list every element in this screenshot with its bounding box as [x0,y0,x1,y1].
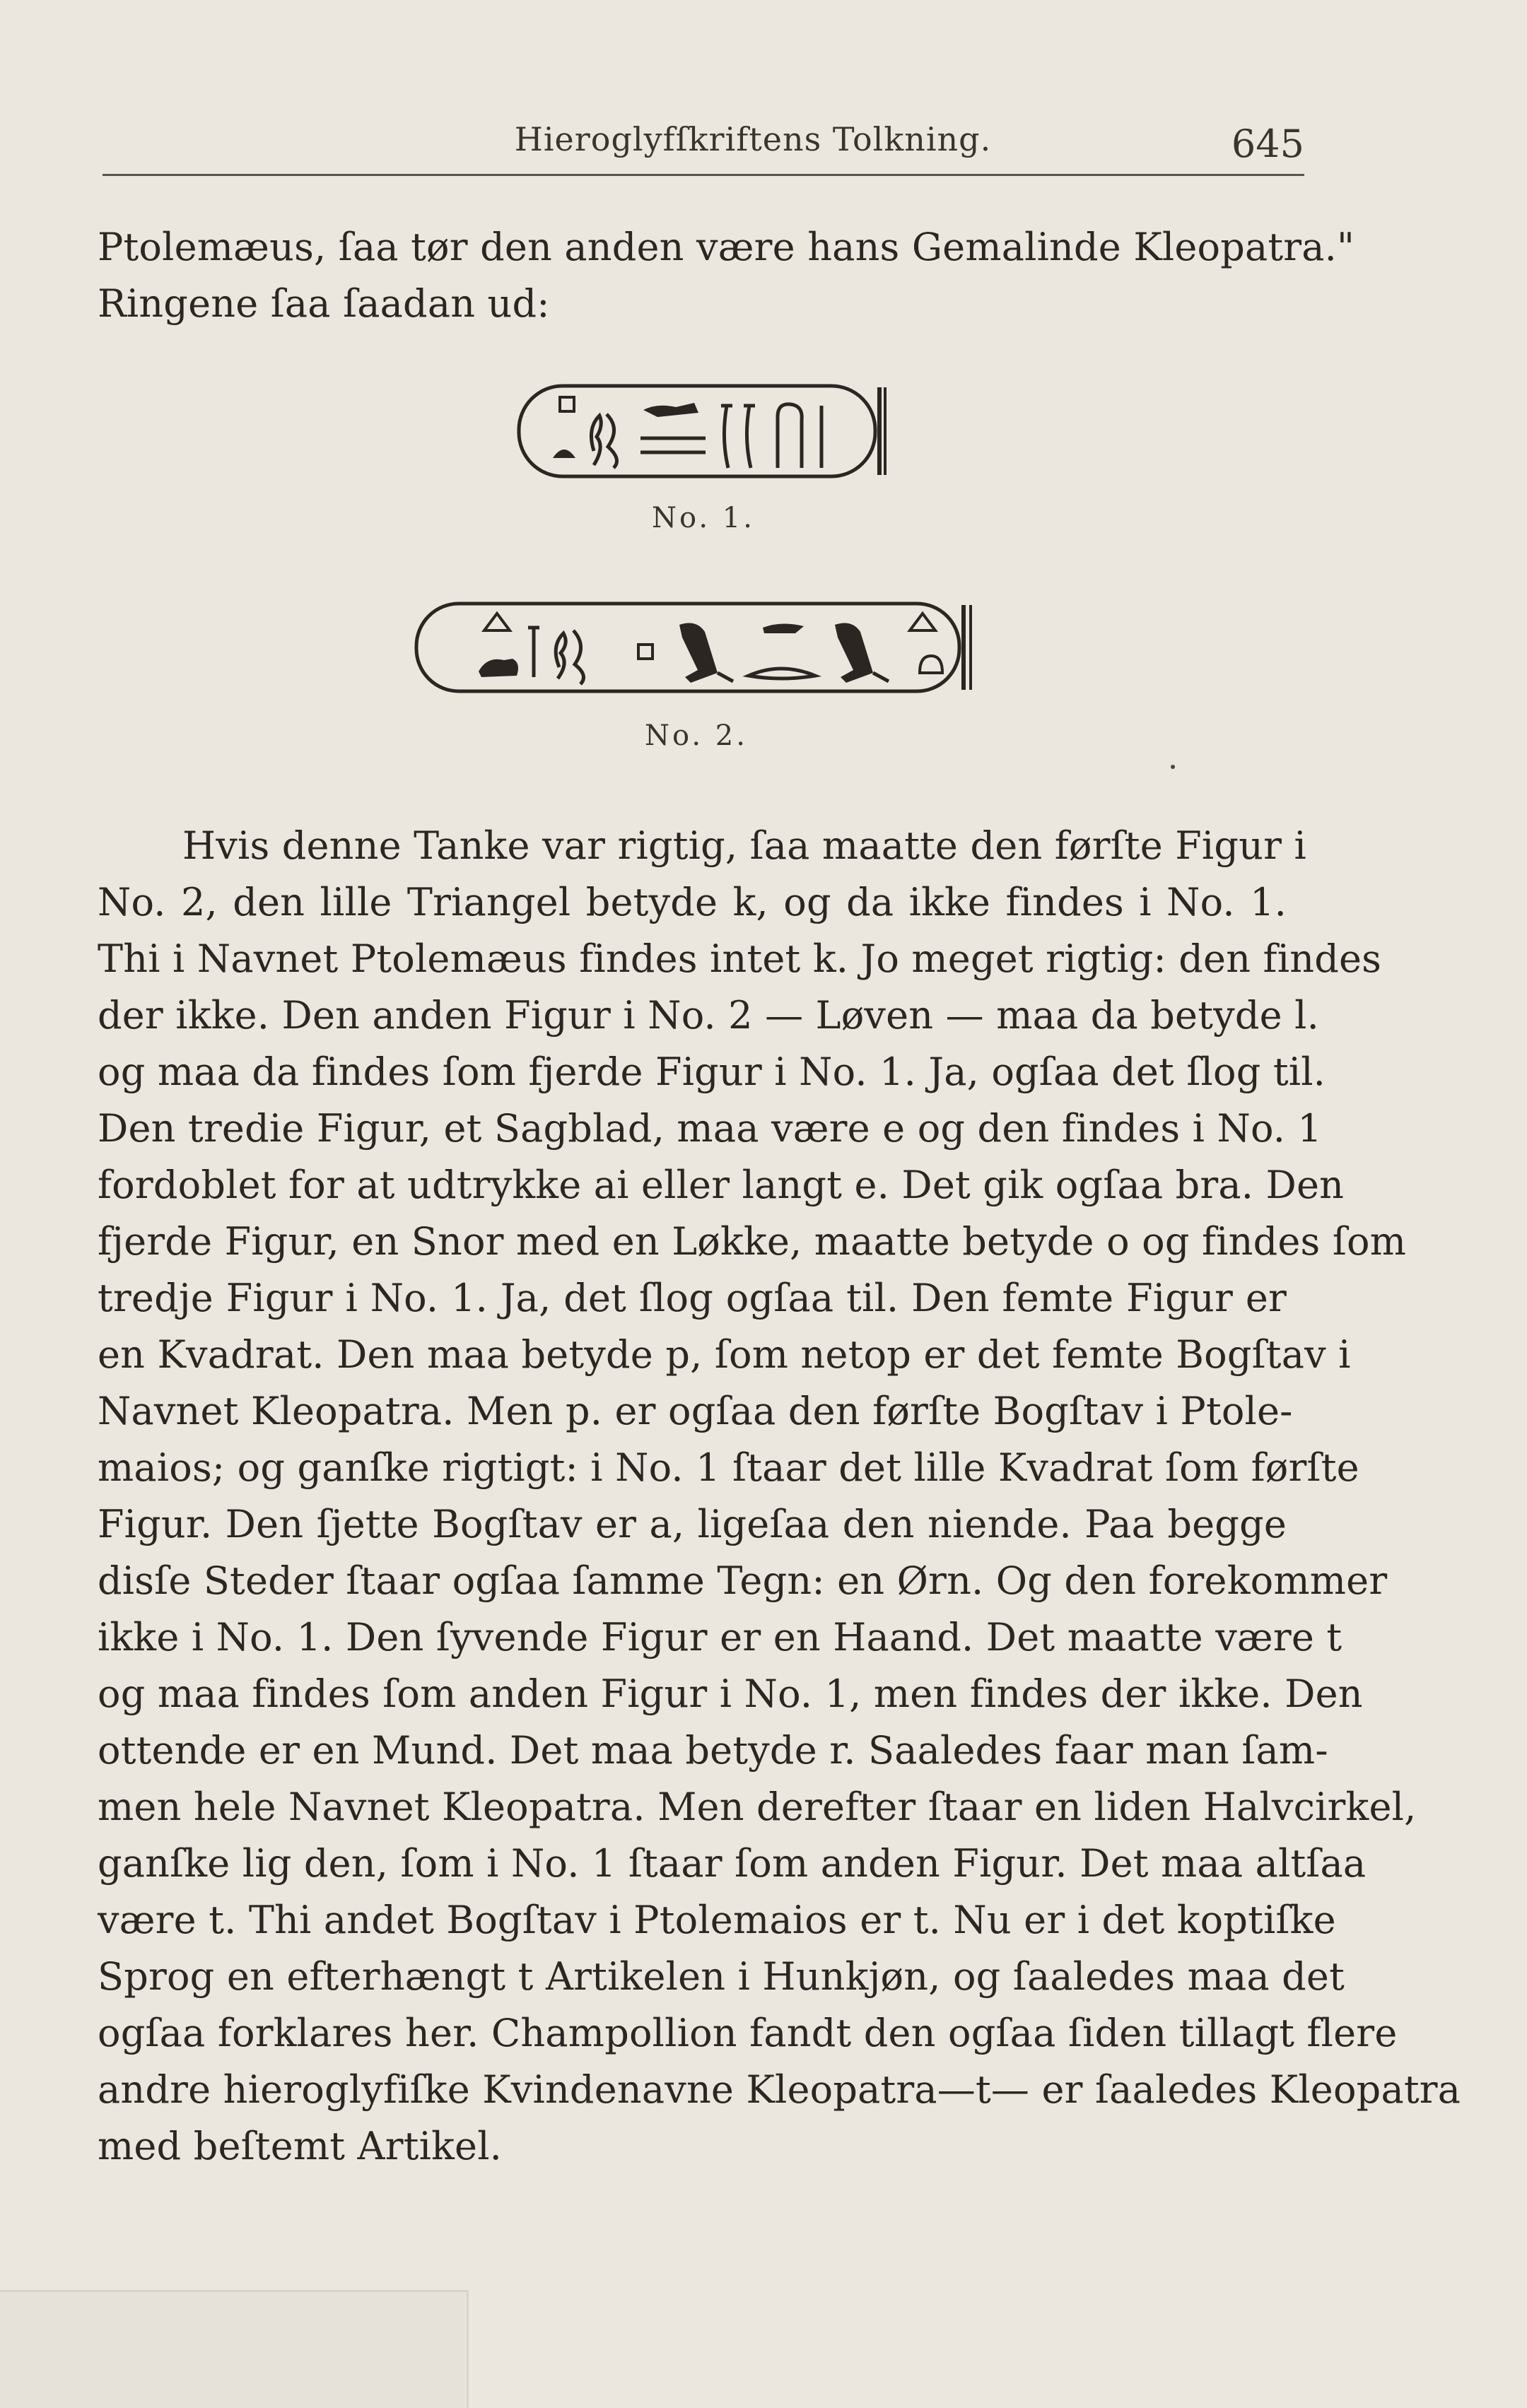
figure-no1 [516,382,891,488]
header-rule [103,174,1304,176]
text-line: ottende er en Mund. Det maa betyde r. Saaledes faar man ſam- [98,1728,1328,1773]
text-line: Ringene ſaa ſaadan ud: [98,281,550,326]
figure-caption: No. 1. [652,502,755,534]
figure-no2 [414,599,979,698]
ink-speck [1171,765,1175,769]
text-line: Sprog en efterhængt t Artikelen i Hunkjøn, og ſaaledes maa det [98,1954,1345,1999]
text-line: Ptolemæus, ſaa tør den anden være hans Gemalinde Kleopatra." [98,225,1355,269]
text-line: Thi i Navnet Ptolemæus findes intet k. Jo meget rigtig: den findes [98,936,1382,981]
page-edge-tab [0,2290,469,2408]
text-line: fjerde Figur, en Snor med en Løkke, maatte betyde o og findes ſom [98,1219,1407,1264]
text-line: Den tredie Figur, et Sagblad, maa være e og den findes i No. 1 [98,1106,1322,1151]
text-line: tredje Figur i No. 1. Ja, det ſlog ogſaa til. Den femte Figur er [98,1276,1287,1320]
text-line: maios; og ganſke rigtigt: i No. 1 ſtaar det lille Kvadrat ſom førſte [98,1445,1359,1490]
text-line: No. 2, den lille Triangel betyde k, og da ikke findes i No. 1. [98,880,1287,924]
figure-caption: No. 2. [645,720,748,752]
text-line: og maa da findes ſom fjerde Figur i No. 1. Ja, ogſaa det ſlog til. [98,1050,1326,1094]
text-line: Navnet Kleopatra. Men p. er ogſaa den førſte Bogſtav i Ptole- [98,1389,1293,1433]
text-line: Figur. Den ſjette Bogſtav er a, ligeſaa den niende. Paa begge [98,1502,1287,1546]
cartouche-kleopatra-icon [414,599,979,698]
text-line: disſe Steder ſtaar ogſaa ſamme Tegn: en Ørn. Og den forekommer [98,1558,1388,1603]
text-line: med beſtemt Artikel. [98,2124,503,2168]
cartouche-ptolemaios-icon [516,382,891,488]
running-head [103,113,1304,177]
running-title: Hieroglyfſkriftens Tolkning. [514,120,992,158]
page-number: 645 [1231,122,1304,166]
text-line: ogſaa forklares her. Champollion fandt den ogſaa ſiden tillagt flere [98,2011,1398,2055]
text-line: der ikke. Den anden Figur i No. 2 — Løven — maa da betyde l. [98,993,1319,1038]
text-line: ganſke lig den, ſom i No. 1 ſtaar ſom anden Figur. Det maa altſaa [98,1841,1367,1886]
intro-paragraph [98,219,1355,332]
text-line: og maa findes ſom anden Figur i No. 1, men findes der ikke. Den [98,1672,1363,1716]
text-line: ikke i No. 1. Den ſyvende Figur er en Haand. Det maatte være t [98,1615,1342,1660]
text-line: men hele Navnet Kleopatra. Men derefter ſtaar en liden Halvcirkel, [98,1785,1417,1829]
text-line: fordoblet for at udtrykke ai eller langt e. Det gik ogſaa bra. Den [98,1163,1345,1207]
body-paragraph [98,818,1461,2175]
text-line: Hvis denne Tanke var rigtig, ſaa maatte den førſte Figur i [182,823,1306,868]
text-line: en Kvadrat. Den maa betyde p, ſom netop er det femte Bogſtav i [98,1332,1351,1377]
text-line: være t. Thi andet Bogſtav i Ptolemaios er t. Nu er i det koptiſke [98,1898,1336,1942]
text-line: andre hieroglyfiſke Kvindenavne Kleopatra—t— er ſaaledes Kleopatra [98,2067,1461,2112]
